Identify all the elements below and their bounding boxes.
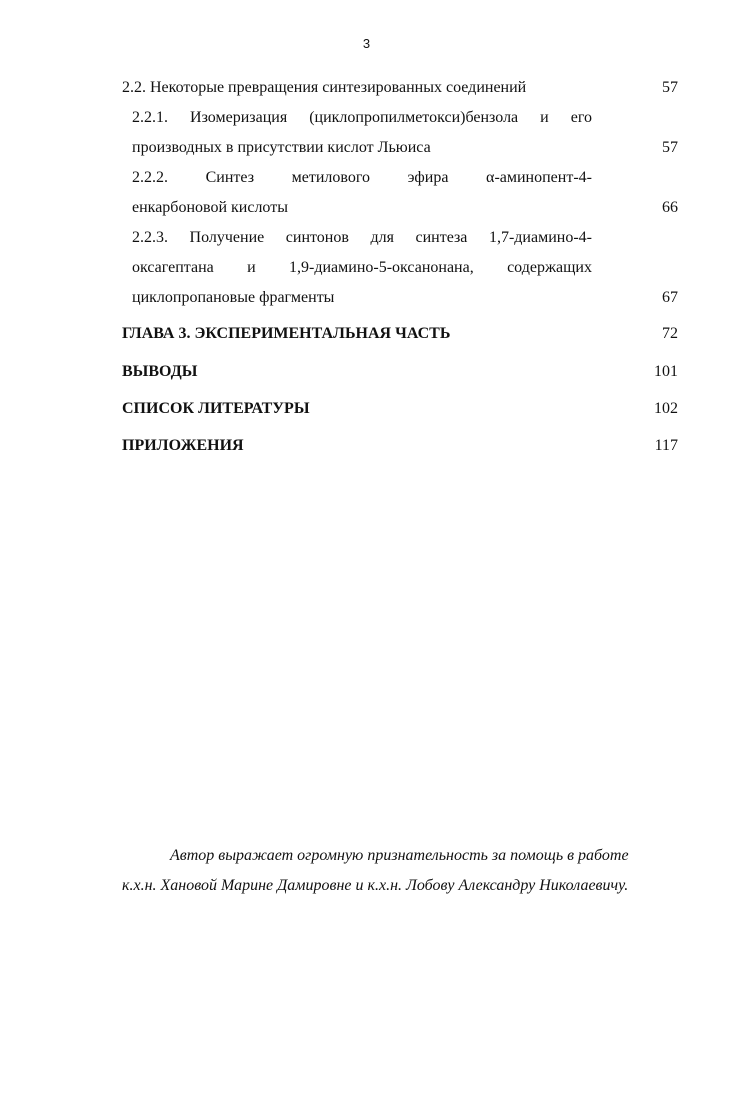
acknowledgement-line1: Автор выражает огромную признательность за помощь в работе	[170, 847, 629, 864]
toc-entry-label-line2: оксагептана и 1,9-диамино-5-оксанонана, содержащих	[132, 259, 592, 276]
toc-entry-label-line2: производных в присутствии кислот Льюиса	[132, 139, 431, 156]
toc-chapter-label: ГЛАВА 3. ЭКСПЕРИМЕНТАЛЬНАЯ ЧАСТЬ	[122, 325, 451, 342]
toc-entry-page: 67	[662, 289, 678, 306]
toc-entry-page: 101	[654, 363, 678, 380]
toc-entry-page: 72	[662, 325, 678, 342]
toc-entry-page: 57	[662, 79, 678, 96]
toc-entry-label-line2: енкарбоновой кислоты	[132, 199, 288, 216]
acknowledgement-line2: к.х.н. Хановой Марине Дамировне и к.х.н. Лобову Александру Николаевичу.	[122, 877, 629, 894]
toc-entry-label-line1: 2.2.2. Синтез метилового эфира α-аминопент-4-	[132, 169, 592, 186]
toc-entry-label: 2.2. Некоторые превращения синтезированных соединений	[122, 79, 527, 96]
toc-entry-page: 57	[662, 139, 678, 156]
toc-chapter-label: ПРИЛОЖЕНИЯ	[122, 437, 244, 454]
toc-chapter-label: СПИСОК ЛИТЕРАТУРЫ	[122, 400, 310, 417]
page-number: 3	[362, 36, 371, 51]
toc-entry-page: 66	[662, 199, 678, 216]
toc-entry-label-line3: циклопропановые фрагменты	[132, 289, 335, 306]
toc-chapter-label: ВЫВОДЫ	[122, 363, 198, 380]
toc-entry-label-line1: 2.2.3. Получение синтонов для синтеза 1,7-диамино-4-	[132, 229, 592, 246]
toc-entry-page: 102	[654, 400, 678, 417]
toc-entry-label-line1: 2.2.1. Изомеризация (циклопропилметокси)бензола и его	[132, 109, 592, 126]
toc-entry-page: 117	[654, 437, 678, 454]
